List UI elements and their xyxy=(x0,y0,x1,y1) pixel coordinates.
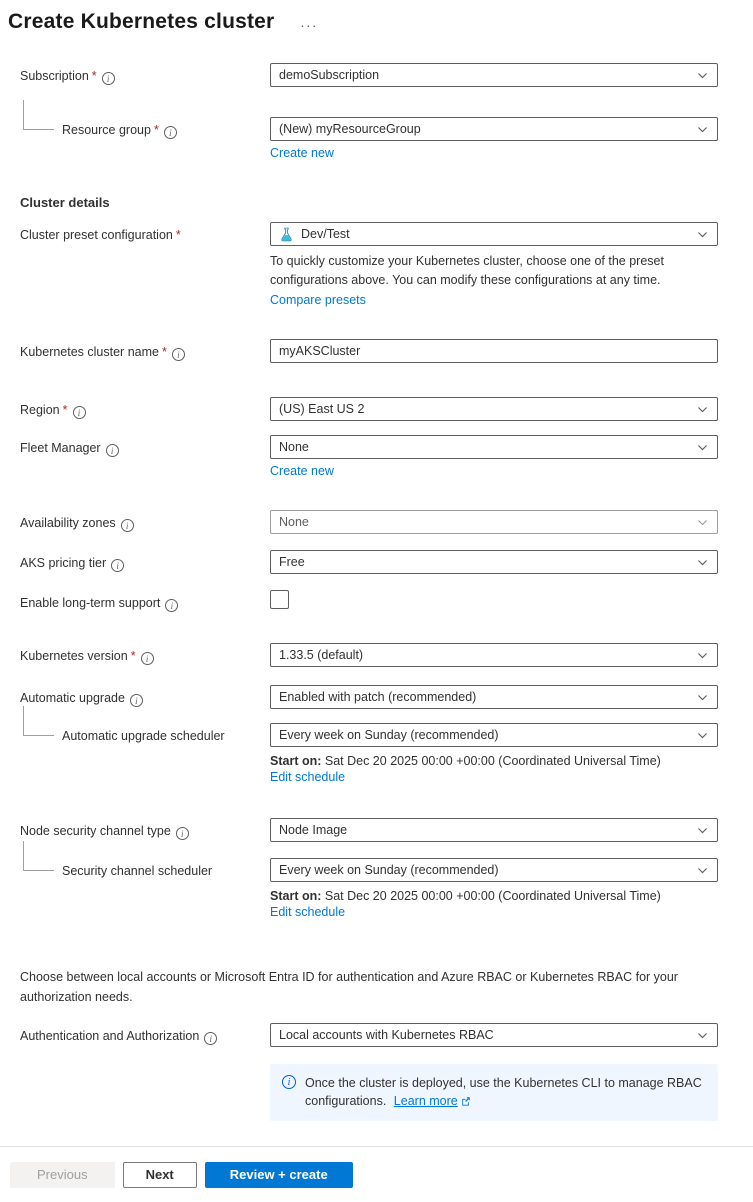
previous-button[interactable]: Previous xyxy=(10,1162,115,1188)
authentication-label: Authentication and Authorization i xyxy=(20,1023,270,1045)
subscription-dropdown[interactable] xyxy=(270,63,718,87)
region-value: (US) East US 2 xyxy=(279,402,365,416)
chevron-down-icon xyxy=(696,1029,709,1042)
automatic-upgrade-label: Automatic upgrade i xyxy=(20,685,270,707)
automatic-upgrade-dropdown[interactable] xyxy=(270,685,718,709)
chevron-down-icon xyxy=(696,441,709,454)
long-term-support-checkbox[interactable] xyxy=(270,590,289,609)
compare-presets-link[interactable]: Compare presets xyxy=(270,293,366,307)
required-asterisk: * xyxy=(161,345,167,359)
security-scheduler-row xyxy=(0,858,753,919)
required-asterisk: * xyxy=(62,403,68,417)
indent-connector-line xyxy=(23,706,54,736)
subscription-label: Subscription * i xyxy=(20,63,270,85)
node-security-channel-label: Node security channel type i xyxy=(20,818,270,840)
chevron-down-icon xyxy=(696,123,709,136)
resource-group-row xyxy=(0,117,753,160)
page-header xyxy=(0,0,753,34)
more-options-ellipsis-icon[interactable]: ... xyxy=(300,14,319,30)
review-create-button[interactable]: Review + create xyxy=(205,1162,353,1188)
availability-zones-value: None xyxy=(279,515,309,529)
rbac-info-box xyxy=(270,1064,718,1121)
subscription-value: demoSubscription xyxy=(279,68,380,82)
upgrade-edit-schedule-link[interactable]: Edit schedule xyxy=(270,770,346,784)
start-on-value: Sat Dec 20 2025 00:00 +00:00 (Coordinated Universal Time) xyxy=(324,889,661,903)
upgrade-scheduler-row xyxy=(0,723,753,784)
flask-icon xyxy=(279,227,294,242)
info-icon[interactable]: i xyxy=(73,406,86,419)
external-link-icon xyxy=(461,1093,471,1111)
chevron-down-icon xyxy=(696,824,709,837)
info-icon[interactable]: i xyxy=(164,126,177,139)
required-asterisk: * xyxy=(91,69,97,83)
security-scheduler-value: Every week on Sunday (recommended) xyxy=(279,863,499,877)
automatic-upgrade-value: Enabled with patch (recommended) xyxy=(279,690,477,704)
next-button[interactable]: Next xyxy=(123,1162,197,1188)
availability-zones-label: Availability zones i xyxy=(20,510,270,532)
cluster-preset-row xyxy=(0,222,753,307)
long-term-support-row xyxy=(0,590,753,612)
kubernetes-version-dropdown[interactable] xyxy=(270,643,718,667)
info-icon[interactable]: i xyxy=(111,559,124,572)
indent-connector-line xyxy=(23,841,54,871)
authentication-row xyxy=(0,1023,753,1121)
chevron-down-icon xyxy=(696,691,709,704)
region-label: Region * i xyxy=(20,397,270,419)
chevron-down-icon xyxy=(696,228,709,241)
chevron-down-icon xyxy=(696,69,709,82)
authentication-dropdown[interactable] xyxy=(270,1023,718,1047)
cluster-preset-value: Dev/Test xyxy=(301,227,350,241)
required-asterisk: * xyxy=(130,649,136,663)
info-icon[interactable]: i xyxy=(121,519,134,532)
pricing-tier-row xyxy=(0,550,753,574)
chevron-down-icon xyxy=(696,556,709,569)
authentication-intro-text: Choose between local accounts or Microsoft Entra ID for authentication and Azure RBAC or Kubernetes RBAC for your authorization needs. xyxy=(20,970,678,1004)
chevron-down-icon xyxy=(696,649,709,662)
chevron-down-icon xyxy=(696,516,709,529)
region-row xyxy=(0,397,753,421)
fleet-manager-row xyxy=(0,435,753,478)
resource-group-value: (New) myResourceGroup xyxy=(279,122,421,136)
cluster-details-heading: Cluster details xyxy=(20,195,110,210)
chevron-down-icon xyxy=(696,729,709,742)
info-icon[interactable]: i xyxy=(204,1032,217,1045)
start-on-value: Sat Dec 20 2025 00:00 +00:00 (Coordinated Universal Time) xyxy=(324,754,661,768)
automatic-upgrade-row xyxy=(0,685,753,709)
start-on-label: Start on: xyxy=(270,754,322,768)
fleet-manager-label: Fleet Manager i xyxy=(20,435,270,457)
node-security-channel-dropdown[interactable] xyxy=(270,818,718,842)
indent-connector-line xyxy=(23,100,54,130)
cluster-name-row xyxy=(0,339,753,363)
info-icon: i xyxy=(282,1075,296,1089)
rbac-info-text: Once the cluster is deployed, use the Kubernetes CLI to manage RBAC configurations. Learn more xyxy=(305,1074,706,1111)
page-title: Create Kubernetes cluster xyxy=(8,10,275,33)
info-icon[interactable]: i xyxy=(102,72,115,85)
chevron-down-icon xyxy=(696,864,709,877)
upgrade-scheduler-label: Automatic upgrade scheduler xyxy=(20,723,270,744)
node-security-channel-row xyxy=(0,818,753,842)
region-dropdown[interactable] xyxy=(270,397,718,421)
resource-group-dropdown[interactable] xyxy=(270,117,718,141)
pricing-tier-label: AKS pricing tier i xyxy=(20,550,270,572)
chevron-down-icon xyxy=(696,403,709,416)
required-asterisk: * xyxy=(153,123,159,137)
kubernetes-version-label: Kubernetes version * i xyxy=(20,643,270,665)
learn-more-link[interactable]: Learn more xyxy=(393,1094,458,1108)
security-scheduler-start-on xyxy=(270,889,718,903)
start-on-label: Start on: xyxy=(270,889,322,903)
pricing-tier-value: Free xyxy=(279,555,305,569)
availability-zones-row xyxy=(0,510,753,534)
upgrade-scheduler-dropdown[interactable] xyxy=(270,723,718,747)
resource-group-create-new-link[interactable]: Create new xyxy=(270,146,334,160)
availability-zones-dropdown[interactable] xyxy=(270,510,718,534)
authentication-value: Local accounts with Kubernetes RBAC xyxy=(279,1028,494,1042)
fleet-manager-value: None xyxy=(279,440,309,454)
info-icon[interactable]: i xyxy=(130,694,143,707)
cluster-preset-dropdown[interactable] xyxy=(270,222,718,246)
info-icon[interactable]: i xyxy=(141,652,154,665)
fleet-manager-create-new-link[interactable]: Create new xyxy=(270,464,334,478)
cluster-name-label: Kubernetes cluster name * i xyxy=(20,339,270,361)
cluster-name-input[interactable] xyxy=(270,339,718,363)
subscription-row xyxy=(0,63,753,87)
long-term-support-label: Enable long-term support i xyxy=(20,590,270,612)
required-asterisk: * xyxy=(175,228,181,242)
fleet-manager-dropdown[interactable] xyxy=(270,435,718,459)
cluster-preset-label: Cluster preset configuration * xyxy=(20,228,181,242)
info-icon[interactable]: i xyxy=(172,348,185,361)
pricing-tier-dropdown[interactable] xyxy=(270,550,718,574)
node-security-channel-value: Node Image xyxy=(279,823,348,837)
upgrade-scheduler-value: Every week on Sunday (recommended) xyxy=(279,728,499,742)
upgrade-scheduler-start-on xyxy=(270,754,718,768)
info-icon[interactable]: i xyxy=(165,599,178,612)
kubernetes-version-value: 1.33.5 (default) xyxy=(279,648,364,662)
security-scheduler-dropdown[interactable] xyxy=(270,858,718,882)
wizard-footer xyxy=(0,1146,753,1202)
security-edit-schedule-link[interactable]: Edit schedule xyxy=(270,905,346,919)
info-icon[interactable]: i xyxy=(176,827,189,840)
cluster-preset-description: To quickly customize your Kubernetes cluster, choose one of the preset configurations above. You can modify these configurations at any time. xyxy=(270,254,664,287)
kubernetes-version-row xyxy=(0,643,753,667)
resource-group-label: Resource group * i xyxy=(20,117,270,139)
security-scheduler-label: Security channel scheduler xyxy=(20,858,270,879)
info-icon[interactable]: i xyxy=(106,444,119,457)
